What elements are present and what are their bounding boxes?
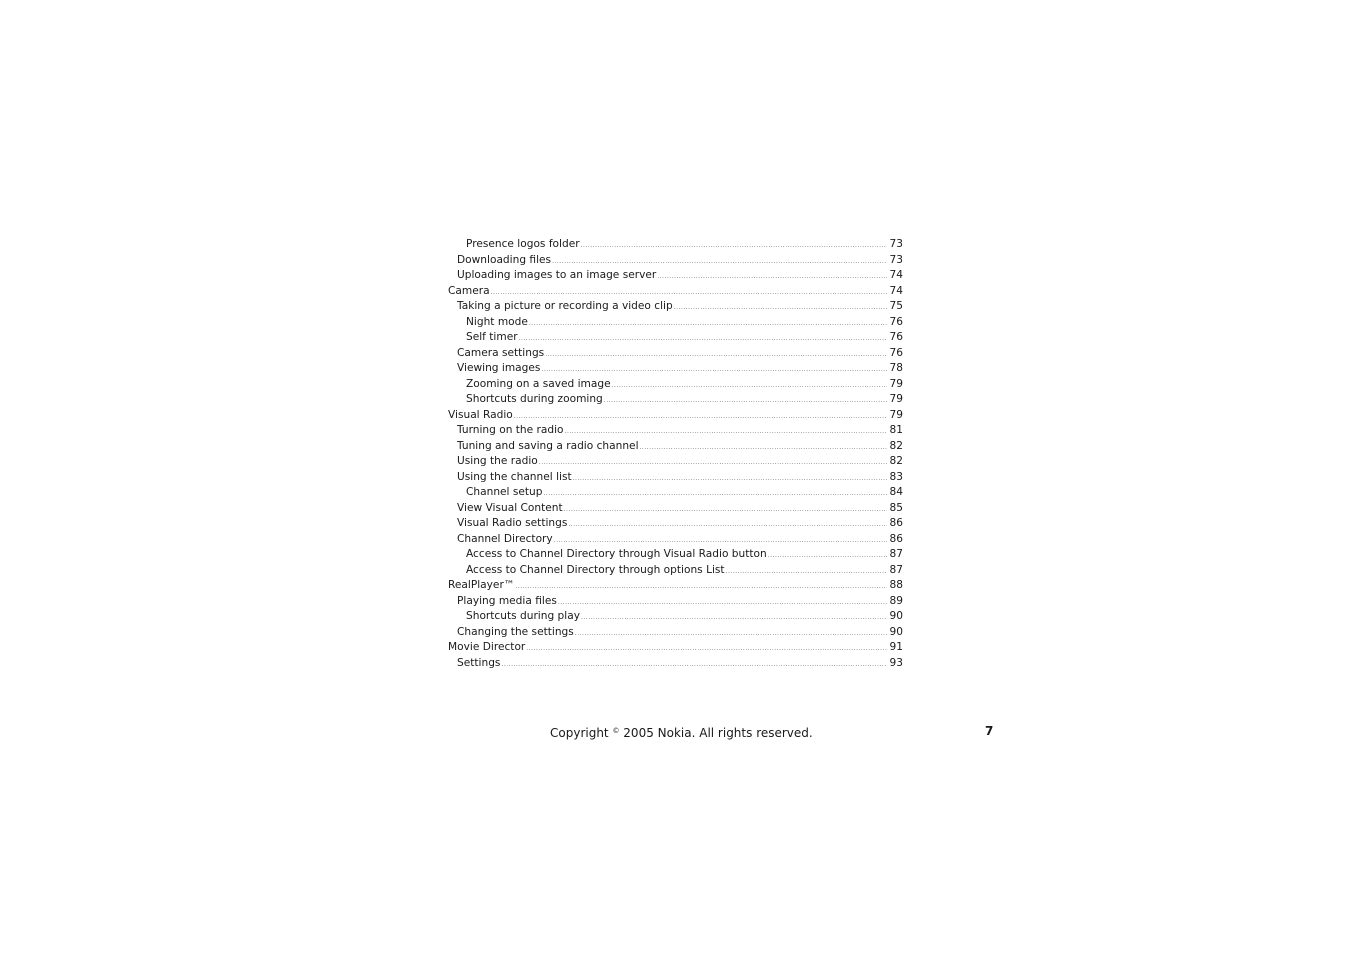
toc-entry[interactable]	[448, 578, 903, 594]
toc-entry[interactable]	[448, 625, 903, 641]
toc-entry-page: 76	[889, 346, 903, 359]
toc-entry[interactable]	[448, 470, 903, 486]
toc-entry-title: Uploading images to an image server	[457, 269, 657, 281]
toc-dot-leader	[768, 548, 887, 564]
toc-entry[interactable]	[448, 299, 903, 315]
toc-dot-leader	[575, 626, 887, 642]
table-of-contents	[448, 237, 903, 671]
toc-entry[interactable]	[448, 485, 903, 501]
toc-entry-title: Visual Radio settings	[457, 517, 568, 529]
toc-entry-title: Access to Channel Directory through Visual Radio button	[466, 548, 767, 560]
toc-entry-page: 93	[889, 656, 903, 669]
toc-dot-leader	[552, 254, 887, 270]
toc-entry-title: Viewing images	[457, 362, 541, 374]
toc-dot-leader	[581, 238, 887, 254]
toc-entry-title: Access to Channel Directory through options List	[466, 563, 725, 576]
toc-entry-page: 76	[889, 315, 903, 328]
toc-entry-title: Visual Radio	[448, 408, 513, 421]
toc-entry-page: 88	[889, 579, 903, 591]
toc-entry-page: 86	[889, 532, 903, 545]
toc-dot-leader	[573, 471, 887, 487]
toc-entry-title: Tuning and saving a radio channel	[457, 439, 639, 452]
toc-entry[interactable]	[448, 656, 903, 672]
toc-dot-leader	[545, 347, 887, 363]
toc-dot-leader	[581, 610, 887, 626]
toc-entry-title: Shortcuts during zooming	[466, 393, 603, 405]
toc-entry-title: Using the radio	[457, 455, 538, 467]
toc-entry-page: 75	[889, 300, 903, 312]
copyright-symbol: ©	[612, 727, 620, 735]
toc-entry-title: Presence logos folder	[466, 238, 580, 250]
toc-dot-leader	[657, 269, 887, 285]
toc-entry[interactable]	[448, 346, 903, 362]
toc-entry-page: 82	[889, 439, 903, 452]
toc-dot-leader	[501, 657, 887, 673]
toc-entry-page: 91	[889, 641, 903, 653]
toc-entry[interactable]	[448, 408, 903, 424]
toc-entry[interactable]	[448, 237, 903, 253]
toc-dot-leader	[565, 424, 887, 440]
toc-entry[interactable]	[448, 516, 903, 532]
toc-entry-title: Turning on the radio	[457, 424, 564, 436]
toc-dot-leader	[564, 502, 887, 518]
footer-copyright	[550, 723, 813, 741]
toc-entry[interactable]	[448, 532, 903, 548]
toc-dot-leader	[529, 316, 887, 332]
toc-entry[interactable]	[448, 361, 903, 377]
toc-dot-leader	[519, 331, 887, 347]
toc-entry-title: Taking a picture or recording a video clip	[457, 300, 673, 312]
toc-entry-page: 79	[889, 393, 903, 405]
toc-dot-leader	[515, 579, 887, 595]
page-number: 7	[985, 724, 994, 738]
toc-dot-leader	[526, 641, 887, 657]
copyright-text: 2005 Nokia. All rights reserved.	[623, 726, 813, 740]
toc-entry[interactable]	[448, 640, 903, 656]
toc-entry-title: Downloading files	[457, 253, 552, 266]
toc-entry-page: 83	[889, 470, 903, 483]
toc-entry-title: Shortcuts during play	[466, 610, 580, 622]
toc-entry-page: 79	[889, 377, 903, 390]
toc-dot-leader	[726, 564, 887, 580]
toc-entry[interactable]	[448, 501, 903, 517]
toc-entry-page: 84	[889, 486, 903, 498]
toc-entry-title: Changing the settings	[457, 625, 574, 638]
toc-entry-title: Camera	[448, 284, 490, 297]
toc-dot-leader	[491, 285, 887, 301]
toc-entry-title: Channel setup	[466, 486, 543, 498]
toc-entry-page: 87	[889, 548, 903, 560]
toc-entry-page: 85	[889, 501, 903, 514]
toc-dot-leader	[558, 595, 887, 611]
toc-entry-title: Movie Director	[448, 641, 526, 653]
toc-entry-page: 74	[889, 269, 903, 281]
toc-dot-leader	[604, 393, 887, 409]
toc-dot-leader	[674, 300, 887, 316]
toc-entry-page: 89	[889, 594, 903, 607]
toc-dot-leader	[539, 455, 887, 471]
toc-entry[interactable]	[448, 454, 903, 470]
toc-dot-leader	[554, 533, 887, 549]
toc-entry-title: Self timer	[466, 331, 518, 343]
toc-entry-page: 87	[889, 563, 903, 576]
toc-dot-leader	[568, 517, 887, 533]
toc-entry-title: Settings	[457, 656, 501, 669]
toc-entry-title: Zooming on a saved image	[466, 377, 611, 390]
toc-entry[interactable]	[448, 392, 903, 408]
toc-entry[interactable]	[448, 284, 903, 300]
toc-entry[interactable]	[448, 253, 903, 269]
toc-entry-title: Using the channel list	[457, 470, 572, 483]
toc-entry-page: 74	[889, 284, 903, 297]
toc-entry[interactable]	[448, 594, 903, 610]
toc-entry-page: 78	[889, 362, 903, 374]
toc-entry[interactable]	[448, 609, 903, 625]
toc-entry-title: Channel Directory	[457, 532, 553, 545]
toc-entry-page: 76	[889, 331, 903, 343]
toc-entry-title: RealPlayer™	[448, 579, 515, 591]
toc-entry-title: View Visual Content	[457, 501, 563, 514]
toc-entry-page: 90	[889, 625, 903, 638]
toc-entry[interactable]	[448, 423, 903, 439]
toc-entry[interactable]	[448, 330, 903, 346]
toc-entry-title: Night mode	[466, 315, 528, 328]
toc-entry-page: 73	[889, 238, 903, 250]
toc-dot-leader	[640, 440, 887, 456]
toc-entry-page: 81	[889, 424, 903, 436]
toc-dot-leader	[612, 378, 887, 394]
toc-entry-page: 79	[889, 408, 903, 421]
toc-entry-page: 86	[889, 517, 903, 529]
toc-entry[interactable]	[448, 563, 903, 579]
toc-entry[interactable]	[448, 268, 903, 284]
toc-dot-leader	[541, 362, 887, 378]
toc-entry-page: 82	[889, 455, 903, 467]
toc-entry[interactable]	[448, 547, 903, 563]
toc-entry-page: 73	[889, 253, 903, 266]
toc-entry[interactable]	[448, 439, 903, 455]
toc-entry-title: Playing media files	[457, 594, 557, 607]
toc-entry-title: Camera settings	[457, 346, 545, 359]
toc-dot-leader	[544, 486, 888, 502]
toc-dot-leader	[514, 409, 887, 425]
toc-entry[interactable]	[448, 315, 903, 331]
toc-entry[interactable]	[448, 377, 903, 393]
copyright-prefix: Copyright	[550, 726, 609, 740]
toc-entry-page: 90	[889, 610, 903, 622]
